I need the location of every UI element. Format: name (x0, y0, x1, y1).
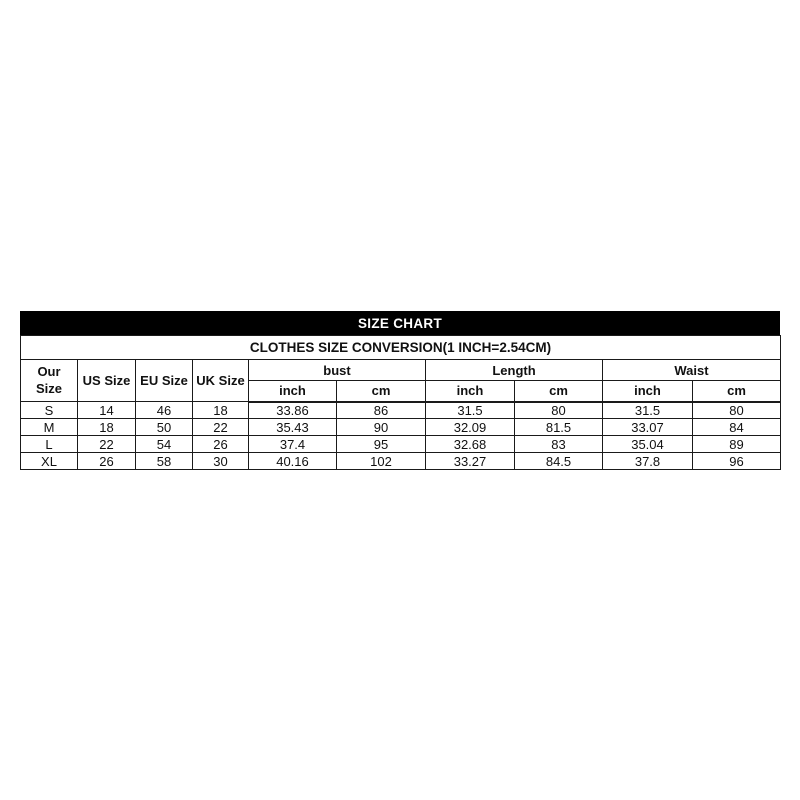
size-chart (20, 311, 780, 470)
value-cell: 22 (193, 419, 249, 436)
size-label-cell: M (21, 419, 78, 436)
column-group-bust: bust (249, 360, 426, 381)
value-cell: 80 (515, 402, 603, 419)
value-cell: 32.09 (426, 419, 515, 436)
value-cell: 37.8 (603, 453, 693, 470)
column-header-eu-size: EU Size (136, 360, 193, 402)
column-header-length-cm: cm (515, 381, 603, 402)
table-row (21, 436, 781, 453)
value-cell: 32.68 (426, 436, 515, 453)
value-cell: 35.43 (249, 419, 337, 436)
value-cell: 40.16 (249, 453, 337, 470)
header-group-row (21, 360, 781, 381)
column-header-uk-size: UK Size (193, 360, 249, 402)
table-row (21, 419, 781, 436)
value-cell: 31.5 (603, 402, 693, 419)
value-cell: 102 (337, 453, 426, 470)
value-cell: 84 (693, 419, 781, 436)
value-cell: 83 (515, 436, 603, 453)
value-cell: 50 (136, 419, 193, 436)
column-header-bust-cm: cm (337, 381, 426, 402)
column-header-our-size: Our Size (21, 360, 78, 402)
value-cell: 54 (136, 436, 193, 453)
size-label-cell: S (21, 402, 78, 419)
value-cell: 18 (193, 402, 249, 419)
value-cell: 14 (78, 402, 136, 419)
value-cell: 33.86 (249, 402, 337, 419)
size-label-cell: XL (21, 453, 78, 470)
value-cell: 33.27 (426, 453, 515, 470)
value-cell: 89 (693, 436, 781, 453)
column-header-bust-inch: inch (249, 381, 337, 402)
column-header-length-inch: inch (426, 381, 515, 402)
column-header-waist-cm: cm (693, 381, 781, 402)
value-cell: 35.04 (603, 436, 693, 453)
value-cell: 46 (136, 402, 193, 419)
size-table (20, 335, 781, 470)
value-cell: 86 (337, 402, 426, 419)
value-cell: 26 (78, 453, 136, 470)
size-table-body (21, 402, 781, 470)
value-cell: 30 (193, 453, 249, 470)
value-cell: 81.5 (515, 419, 603, 436)
size-chart-title-bar (20, 311, 780, 335)
table-row (21, 453, 781, 470)
value-cell: 33.07 (603, 419, 693, 436)
value-cell: 95 (337, 436, 426, 453)
value-cell: 58 (136, 453, 193, 470)
value-cell: 18 (78, 419, 136, 436)
value-cell: 96 (693, 453, 781, 470)
value-cell: 26 (193, 436, 249, 453)
column-group-waist: Waist (603, 360, 781, 381)
table-row (21, 402, 781, 419)
value-cell: 84.5 (515, 453, 603, 470)
column-header-waist-inch: inch (603, 381, 693, 402)
value-cell: 80 (693, 402, 781, 419)
value-cell: 31.5 (426, 402, 515, 419)
size-chart-title: SIZE CHART (358, 315, 442, 331)
subtitle-row (21, 336, 781, 360)
size-conversion-note: CLOTHES SIZE CONVERSION(1 INCH=2.54CM) (21, 336, 781, 360)
column-group-length: Length (426, 360, 603, 381)
value-cell: 90 (337, 419, 426, 436)
value-cell: 22 (78, 436, 136, 453)
value-cell: 37.4 (249, 436, 337, 453)
size-label-cell: L (21, 436, 78, 453)
column-header-us-size: US Size (78, 360, 136, 402)
